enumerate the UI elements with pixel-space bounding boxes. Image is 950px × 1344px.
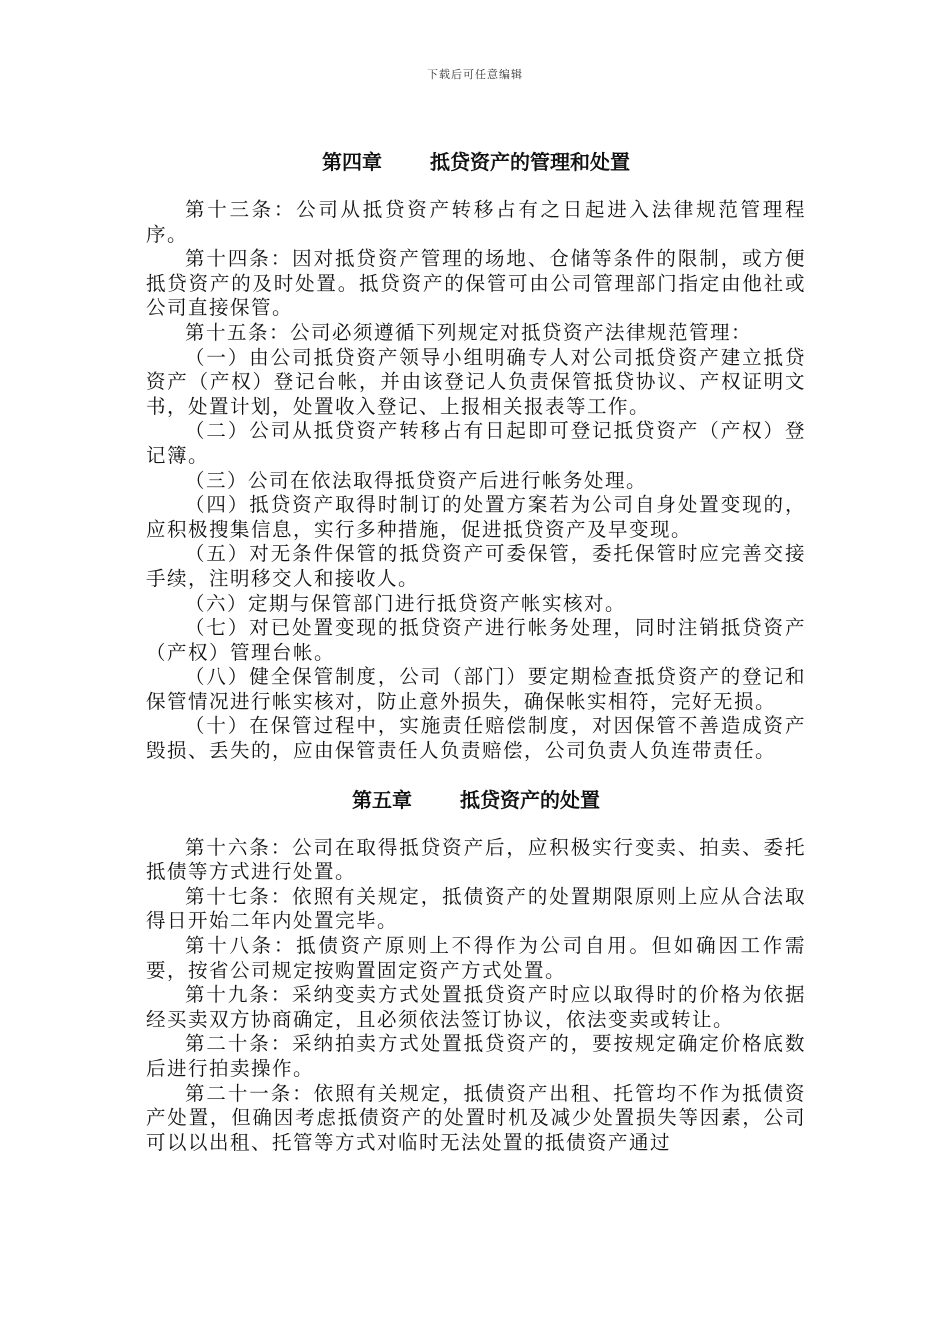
article-15-item-2: （二）公司从抵贷资产转移占有日起即可登记抵贷资产（产权）登记簿。 [146, 419, 806, 467]
chapter-5-heading [146, 786, 806, 814]
article-15-item-4: （四）抵贷资产取得时制订的处置方案若为公司自身处置变现的，应积极搜集信息，实行多种措施，促进抵贷资产及早变现。 [146, 493, 806, 541]
document-body [146, 148, 806, 1155]
article-15: 第十五条：公司必须遵循下列规定对抵贷资产法律规范管理： [185, 320, 753, 344]
article-18: 第十八条：抵债资产原则上不得作为公司自用。但如确因工作需要，按省公司规定按购置固定资产方式处置。 [146, 934, 806, 982]
article-15-item-8: （八）健全保管制度，公司（部门）要定期检查抵贷资产的登记和保管情况进行帐实核对，防止意外损失，确保帐实相符，完好无损。 [146, 665, 806, 713]
article-20: 第二十条：采纳拍卖方式处置抵贷资产的，要按规定确定价格底数后进行拍卖操作。 [146, 1032, 806, 1080]
article-17: 第十七条：依照有关规定，抵债资产的处置期限原则上应从合法取得日开始二年内处置完毕。 [146, 884, 806, 933]
chapter-4-number: 第四章 [322, 150, 382, 174]
chapter-4-heading [146, 148, 806, 176]
chapter-5-title: 抵贷资产的处置 [460, 787, 600, 812]
article-15-item-6: （六）定期与保管部门进行抵贷资产帐实核对。 [185, 591, 627, 615]
chapter-5-number: 第五章 [352, 787, 412, 812]
article-15-item-7: （七）对已处置变现的抵贷资产进行帐务处理，同时注销抵贷资产（产权）管理台帐。 [146, 616, 806, 664]
article-21: 第二十一条：依照有关规定，抵债资产出租、托管均不作为抵债资产处置，但确因考虑抵债资产的处置时机及减少处置损失等因素，公司可以以出租、托管等方式对临时无法处置的抵债资产通过 [146, 1081, 806, 1154]
chapter-4-title: 抵贷资产的管理和处置 [430, 150, 630, 174]
article-14: 第十四条：因对抵贷资产管理的场地、仓储等条件的限制，或方便抵贷资产的及时处置。抵贷资产的保管可由公司管理部门指定由他社或公司直接保管。 [146, 247, 806, 320]
article-15-item-5: （五）对无条件保管的抵贷资产可委保管，委托保管时应完善交接手续，注明移交人和接收人。 [146, 542, 806, 590]
header-note: 下载后可任意编辑 [427, 68, 523, 81]
article-19: 第十九条：采纳变卖方式处置抵贷资产时应以取得时的价格为依据经买卖双方协商确定，且必须依法签订协议，依法变卖或转让。 [146, 983, 806, 1031]
article-15-item-1: （一）由公司抵贷资产领导小组明确专人对公司抵贷资产建立抵贷资产（产权）登记台帐，并由该登记人负责保管抵贷协议、产权证明文书，处置计划，处置收入登记、上报相关报表等工作。 [146, 345, 806, 418]
article-15-item-10: （十）在保管过程中，实施责任赔偿制度，对因保管不善造成资产毁损、丢失的，应由保管责任人负责赔偿，公司负责人负连带责任。 [146, 714, 806, 763]
article-15-item-3: （三）公司在依法取得抵贷资产后进行帐务处理。 [185, 468, 648, 492]
article-16: 第十六条：公司在取得抵贷资产后，应积极实行变卖、拍卖、委托抵债等方式进行处置。 [146, 835, 806, 884]
article-13: 第十三条：公司从抵贷资产转移占有之日起进入法律规范管理程序。 [146, 198, 806, 246]
